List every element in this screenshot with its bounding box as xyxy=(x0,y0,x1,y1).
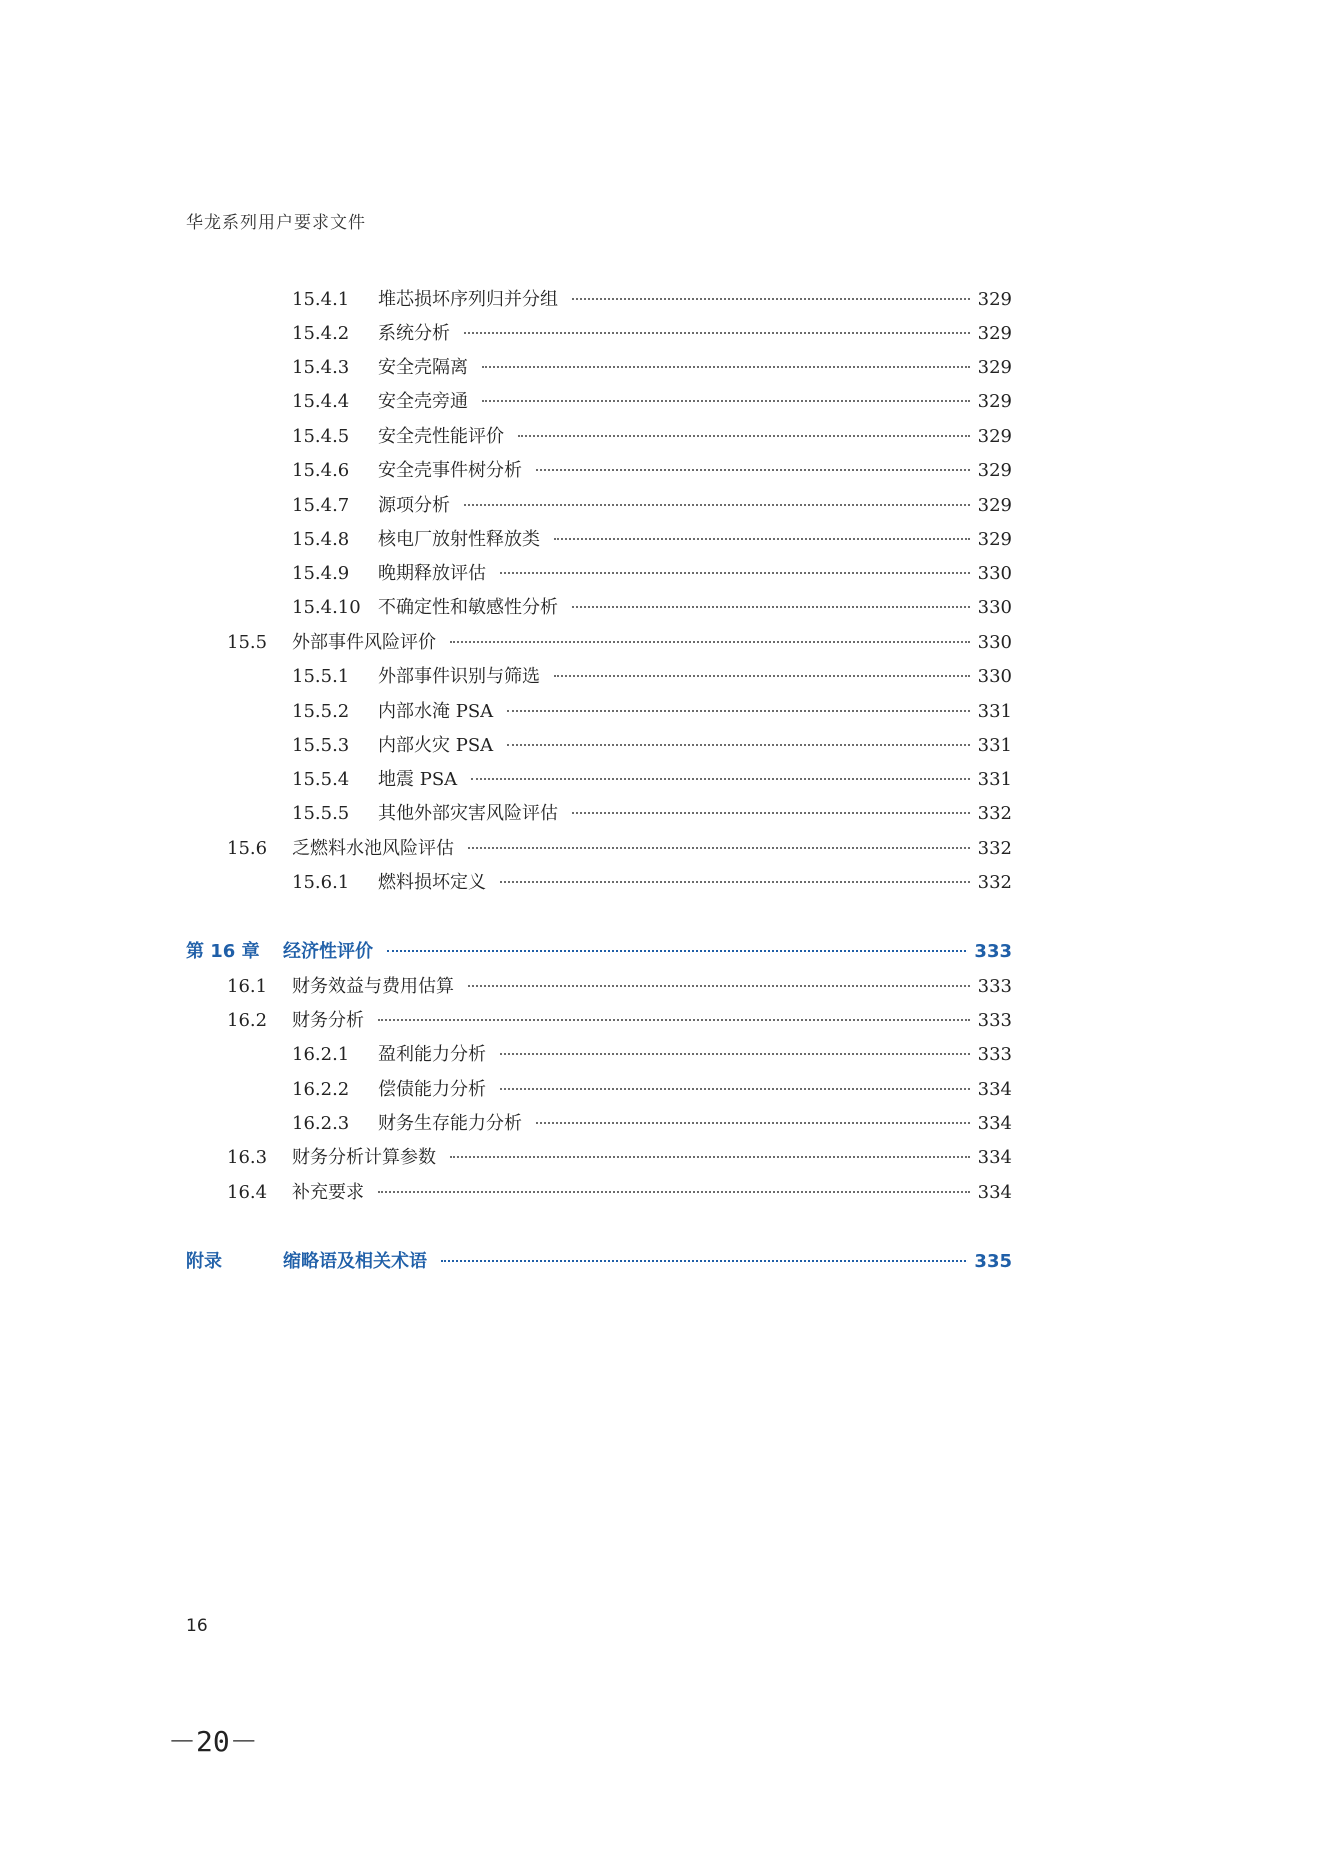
toc-entry-title: 安全壳旁通 xyxy=(378,391,468,412)
toc-chapter-entry[interactable] xyxy=(186,1250,1012,1274)
toc-chapter-entry[interactable] xyxy=(186,940,1012,964)
toc-dot-leader xyxy=(464,331,970,334)
toc-entry-number: 15.5.2 xyxy=(292,701,350,722)
toc-entry[interactable] xyxy=(292,1078,1012,1102)
toc-entry[interactable] xyxy=(227,975,1012,999)
toc-entry-title: 经济性评价 xyxy=(283,941,373,962)
toc-entry-number: 15.4.10 xyxy=(292,597,361,618)
toc-entry-number: 15.5.1 xyxy=(292,666,350,687)
toc-dot-leader xyxy=(468,846,970,849)
toc-entry[interactable] xyxy=(292,562,1012,586)
toc-entry[interactable] xyxy=(292,802,1012,826)
toc-entry-title: 安全壳事件树分析 xyxy=(378,460,522,481)
toc-entry[interactable] xyxy=(292,494,1012,518)
toc-entry-number: 15.4.8 xyxy=(292,529,350,550)
toc-dot-leader xyxy=(387,949,966,952)
toc-entry[interactable] xyxy=(292,288,1012,312)
toc-entry[interactable] xyxy=(227,837,1012,861)
toc-dot-leader xyxy=(572,297,970,300)
toc-entry-number: 16.2 xyxy=(227,1010,268,1031)
toc-entry-title: 安全壳隔离 xyxy=(378,357,468,378)
toc-entry-page: 330 xyxy=(977,666,1012,687)
toc-entry[interactable] xyxy=(292,1112,1012,1136)
toc-entry-number: 15.5 xyxy=(227,632,268,653)
toc-entry[interactable] xyxy=(292,356,1012,380)
toc-entry[interactable] xyxy=(292,390,1012,414)
running-header: 华龙系列用户要求文件 xyxy=(186,213,366,233)
toc-entry-title: 缩略语及相关术语 xyxy=(283,1251,427,1272)
toc-entry-page: 334 xyxy=(977,1182,1012,1203)
toc-dot-leader xyxy=(572,605,970,608)
toc-entry-number: 第 16 章 xyxy=(186,941,260,962)
toc-entry-page: 329 xyxy=(977,323,1012,344)
toc-dot-leader xyxy=(500,1052,970,1055)
toc-dot-leader xyxy=(471,777,969,780)
toc-entry-page: 331 xyxy=(977,701,1012,722)
toc-entry-title: 盈利能力分析 xyxy=(378,1044,486,1065)
toc-entry-title: 偿债能力分析 xyxy=(378,1079,486,1100)
toc-dot-leader xyxy=(518,434,970,437)
toc-dot-leader xyxy=(536,1121,970,1124)
toc-entry-number: 15.6 xyxy=(227,838,268,859)
toc-entry-page: 331 xyxy=(977,735,1012,756)
toc-entry[interactable] xyxy=(292,596,1012,620)
toc-entry-page: 335 xyxy=(974,1251,1012,1272)
toc-entry[interactable] xyxy=(227,1146,1012,1170)
toc-entry[interactable] xyxy=(292,871,1012,895)
toc-entry[interactable] xyxy=(227,1181,1012,1205)
toc-entry-number: 15.4.2 xyxy=(292,323,350,344)
toc-entry-number: 16.3 xyxy=(227,1147,268,1168)
toc-dot-leader xyxy=(507,743,969,746)
toc-dot-leader xyxy=(554,674,970,677)
toc-entry-page: 333 xyxy=(974,941,1012,962)
toc-entry-page: 329 xyxy=(977,289,1012,310)
toc-entry-number: 16.4 xyxy=(227,1182,268,1203)
toc-entry[interactable] xyxy=(292,665,1012,689)
toc-entry-title: 核电厂放射性释放类 xyxy=(378,529,540,550)
toc-entry-page: 329 xyxy=(977,426,1012,447)
toc-entry-title: 源项分析 xyxy=(378,495,450,516)
toc-dot-leader xyxy=(500,880,970,883)
toc-entry-title: 不确定性和敏感性分析 xyxy=(378,597,558,618)
toc-entry-number: 15.4.7 xyxy=(292,495,350,516)
toc-entry-page: 334 xyxy=(977,1113,1012,1134)
toc-entry-number: 16.1 xyxy=(227,976,268,997)
toc-entry-number: 15.5.3 xyxy=(292,735,350,756)
toc-entry-page: 334 xyxy=(977,1147,1012,1168)
toc-entry-number: 15.4.5 xyxy=(292,426,350,447)
toc-dot-leader xyxy=(450,1155,970,1158)
toc-entry[interactable] xyxy=(292,700,1012,724)
toc-entry[interactable] xyxy=(292,734,1012,758)
toc-entry-number: 15.5.4 xyxy=(292,769,350,790)
toc-dot-leader xyxy=(441,1259,966,1262)
toc-dot-leader xyxy=(554,537,970,540)
toc-entry-page: 331 xyxy=(977,769,1012,790)
toc-entry-title: 财务分析 xyxy=(292,1010,364,1031)
toc-entry-page: 329 xyxy=(977,495,1012,516)
toc-entry-title: 其他外部灾害风险评估 xyxy=(378,803,558,824)
toc-entry-number: 15.6.1 xyxy=(292,872,350,893)
toc-entry[interactable] xyxy=(292,459,1012,483)
toc-entry-title: 财务生存能力分析 xyxy=(378,1113,522,1134)
toc-entry[interactable] xyxy=(292,768,1012,792)
folio-page-number: 16 xyxy=(186,1616,208,1636)
toc-entry-number: 15.5.5 xyxy=(292,803,350,824)
toc-entry-number: 15.4.9 xyxy=(292,563,350,584)
toc-dot-leader xyxy=(536,468,970,471)
toc-entry-number: 16.2.2 xyxy=(292,1079,350,1100)
toc-entry-page: 329 xyxy=(977,391,1012,412)
toc-entry-title: 堆芯损坏序列归并分组 xyxy=(378,289,558,310)
toc-entry-title: 地震 PSA xyxy=(378,769,458,790)
toc-entry-page: 329 xyxy=(977,529,1012,550)
toc-entry-title: 内部火灾 PSA xyxy=(378,735,494,756)
toc-entry-page: 332 xyxy=(977,872,1012,893)
toc-entry-title: 乏燃料水池风险评估 xyxy=(292,838,454,859)
toc-entry-page: 333 xyxy=(977,1044,1012,1065)
toc-dot-leader xyxy=(482,399,970,402)
toc-entry-number: 15.4.6 xyxy=(292,460,350,481)
toc-entry-title: 外部事件风险评价 xyxy=(292,632,436,653)
toc-entry[interactable] xyxy=(292,322,1012,346)
toc-entry-page: 329 xyxy=(977,357,1012,378)
toc-entry-number: 16.2.3 xyxy=(292,1113,350,1134)
toc-entry-page: 332 xyxy=(977,803,1012,824)
toc-entry-page: 333 xyxy=(977,1010,1012,1031)
toc-dot-leader xyxy=(378,1190,970,1193)
toc-dot-leader xyxy=(507,709,969,712)
toc-entry-number: 附录 xyxy=(186,1251,222,1272)
toc-entry[interactable] xyxy=(292,425,1012,449)
toc-dot-leader xyxy=(482,365,970,368)
toc-entry-number: 16.2.1 xyxy=(292,1044,350,1065)
toc-entry-number: 15.4.1 xyxy=(292,289,350,310)
toc-entry-title: 财务分析计算参数 xyxy=(292,1147,436,1168)
toc-entry-page: 334 xyxy=(977,1079,1012,1100)
toc-dot-leader xyxy=(468,984,970,987)
toc-entry-number: 15.4.3 xyxy=(292,357,350,378)
toc-dot-leader xyxy=(572,811,970,814)
toc-entry-title: 补充要求 xyxy=(292,1182,364,1203)
toc-entry-page: 333 xyxy=(977,976,1012,997)
toc-dot-leader xyxy=(450,640,970,643)
toc-dot-leader xyxy=(464,503,970,506)
toc-entry-title: 外部事件识别与筛选 xyxy=(378,666,540,687)
toc-entry[interactable] xyxy=(227,631,1012,655)
document-page-number: －20－ xyxy=(168,1725,258,1758)
toc-entry-title: 内部水淹 PSA xyxy=(378,701,494,722)
toc-entry[interactable] xyxy=(292,528,1012,552)
toc-entry-page: 330 xyxy=(977,563,1012,584)
toc-entry-page: 330 xyxy=(977,632,1012,653)
toc-entry-number: 15.4.4 xyxy=(292,391,350,412)
toc-entry-title: 系统分析 xyxy=(378,323,450,344)
toc-dot-leader xyxy=(500,571,970,574)
toc-entry-page: 332 xyxy=(977,838,1012,859)
toc-entry[interactable] xyxy=(292,1043,1012,1067)
toc-entry-page: 329 xyxy=(977,460,1012,481)
toc-entry[interactable] xyxy=(227,1009,1012,1033)
toc-entry-title: 燃料损坏定义 xyxy=(378,872,486,893)
toc-entry-title: 财务效益与费用估算 xyxy=(292,976,454,997)
toc-entry-title: 安全壳性能评价 xyxy=(378,426,504,447)
toc-dot-leader xyxy=(378,1018,970,1021)
toc-entry-title: 晚期释放评估 xyxy=(378,563,486,584)
toc-entry-page: 330 xyxy=(977,597,1012,618)
toc-dot-leader xyxy=(500,1087,970,1090)
